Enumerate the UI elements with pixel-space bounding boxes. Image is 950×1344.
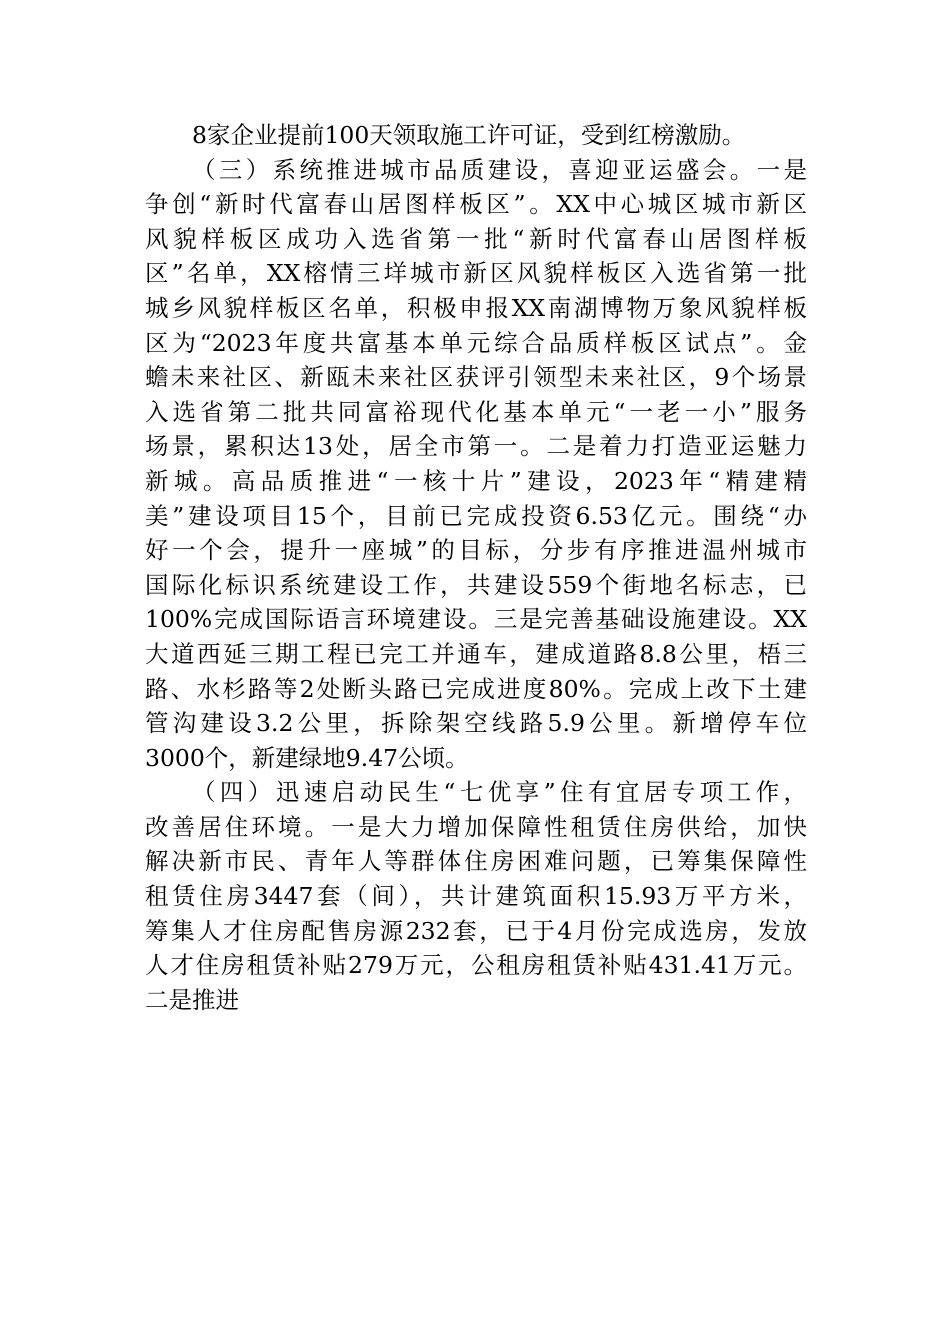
text-line: 二是推进 xyxy=(145,985,239,1014)
text-line: 人才住房租赁补贴279万元，公租房租赁补贴431.41万元。 xyxy=(145,951,807,980)
text-line: 国际化标识系统建设工作，共建设559个街地名标志，已 xyxy=(145,570,807,599)
text-line: 大道西延三期工程已完工并通车，建成道路8.8公里，梧三 xyxy=(145,639,807,668)
text-line: 区为“2023年度共富基本单元综合品质样板区试点”。金 xyxy=(145,328,807,357)
text-line: 城乡风貌样板区名单，积极申报XX南湖博物万象风貌样板 xyxy=(145,293,807,322)
text-line: 8家企业提前100天领取施工许可证，受到红榜激励。 xyxy=(192,121,746,149)
text-line: 解决新市民、青年人等群体住房困难问题，已筹集保障性 xyxy=(145,847,807,876)
text-line: 争创“新时代富春山居图样板区”。XX中心城区城市新区 xyxy=(145,190,807,219)
document-body xyxy=(145,118,807,1017)
text-line: 区”名单，XX榕情三垟城市新区风貌样板区入选省第一批 xyxy=(145,259,807,288)
text-line: 改善居住环境。一是大力增加保障性租赁住房供给，加快 xyxy=(145,812,807,841)
text-line: 入选省第二批共同富裕现代化基本单元“一老一小”服务 xyxy=(145,397,807,426)
text-line: 蟾未来社区、新瓯未来社区获评引领型未来社区，9个场景 xyxy=(145,363,807,392)
text-line: 风貌样板区成功入选省第一批“新时代富春山居图样板 xyxy=(145,224,807,253)
text-line: 租赁住房3447套（间），共计建筑面积15.93万平方米， xyxy=(145,882,807,911)
text-line: 好一个会，提升一座城”的目标，分步有序推进温州城市 xyxy=(145,536,807,565)
section-heading-line: （四）迅速启动民生“七优享”住有宜居专项工作， xyxy=(192,778,807,807)
text-line: 管沟建设3.2公里，拆除架空线路5.9公里。新增停车位 xyxy=(145,709,807,738)
text-line: 筹集人才住房配售房源232套，已于4月份完成选房，发放 xyxy=(145,916,807,945)
text-line: 3000个，新建绿地9.47公顷。 xyxy=(145,743,469,772)
text-line: 新城。高品质推进“一核十片”建设，2023年“精建精 xyxy=(145,466,807,495)
section-heading-line: （三）系统推进城市品质建设，喜迎亚运盛会。一是 xyxy=(192,155,807,184)
text-line: 100%完成国际语言环境建设。三是完善基础设施建设。XX xyxy=(145,605,807,634)
text-line: 美”建设项目15个，目前已完成投资6.53亿元。围绕“办 xyxy=(145,501,807,530)
text-line: 路、水杉路等2处断头路已完成进度80%。完成上改下土建 xyxy=(145,674,807,703)
text-line: 场景，累积达13处，居全市第一。二是着力打造亚运魅力 xyxy=(145,432,807,461)
